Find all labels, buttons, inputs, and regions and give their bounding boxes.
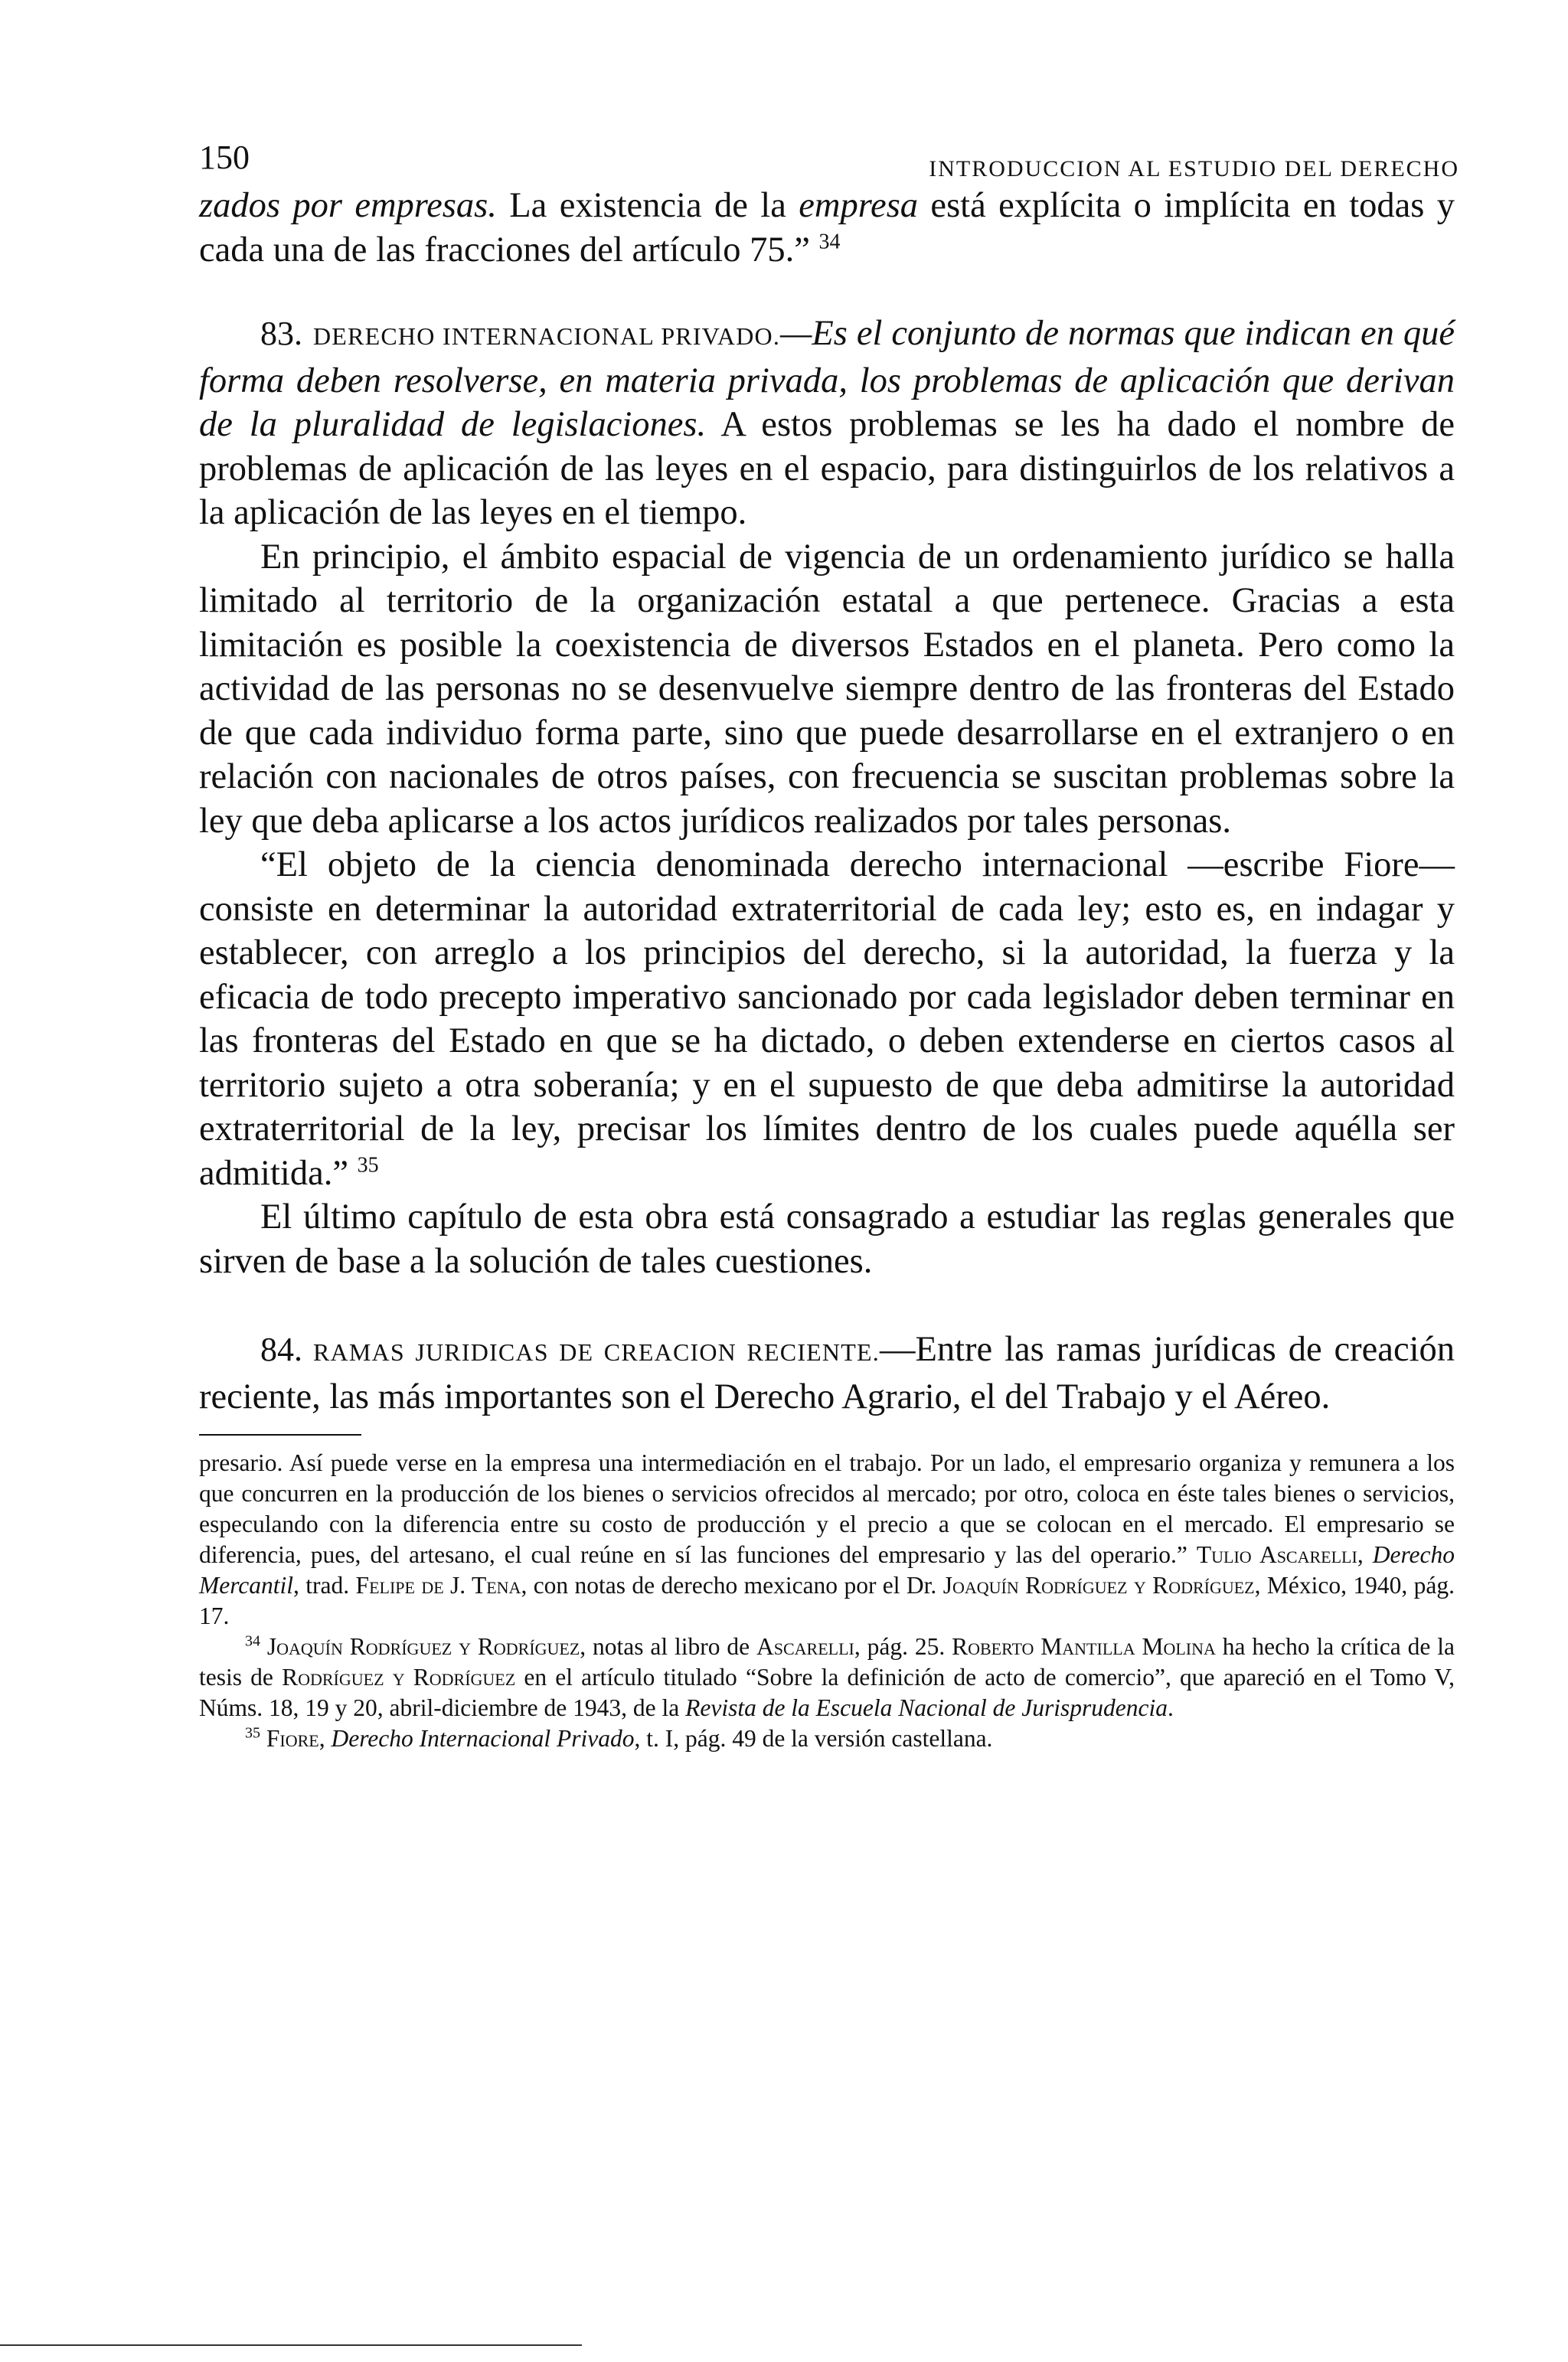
footnote-continued: presario. Así puede verse en la empresa una intermediación en el trabajo. Por un lado, el empresario organiza y remunera a los que concurren en la producción de los bienes o servicios ofrecidos al mercado; por otro, coloca en éste tales bienes o servicios, especulando con la diferencia entre su costo de producción y el precio a que se colocan en el mercado. El empresario se diferencia, pues, del artesano, el cual reúne en sí las funciones del empresario y las del operario.” Tulio Ascarelli, Derecho Mercantil, trad. Felipe de J. Tena, con notas de derecho mexicano por el Dr. Joaquín Rodríguez y Rodríguez, México, 1940, pág. 17. bbox=[199, 1449, 1455, 1629]
running-head: INTRODUCCION AL ESTUDIO DEL DERECHO bbox=[929, 156, 1459, 181]
continued-paragraph: zados por empresas. La existencia de la empresa está explícita o implícita en todas y cada una de las fracciones del artículo 75.” $^{34}$ bbox=[199, 186, 1455, 270]
footnotes bbox=[199, 1448, 1455, 1754]
page-number: 150 bbox=[199, 139, 250, 176]
book-page bbox=[199, 123, 1459, 1754]
page-header bbox=[199, 123, 1459, 184]
section-heading: DERECHO INTERNACIONAL PRIVADO. bbox=[313, 322, 781, 350]
footnote-ref-35: 35 bbox=[357, 1153, 379, 1177]
paragraph: El último capítulo de esta obra está consagrado a estudiar las reglas generales que sirven de base a la solución de tales cuestiones. bbox=[199, 1197, 1455, 1281]
footnote-divider bbox=[199, 1434, 361, 1436]
scan-edge-line bbox=[0, 2344, 582, 2346]
paragraph-quote: “El objeto de la ciencia denominada derecho internacional —escribe Fiore— consiste en determinar la autoridad extraterritorial de cada ley; esto es, en indagar y establecer, con arreglo a los principios del derecho, si la autoridad, la fuerza y la eficacia de todo precepto imperativo sancionado por cada legislador deben terminar en las fronteras del Estado en que se ha dictado, o deben extenderse en ciertos casos al territorio sujeto a otra soberanía; y en el supuesto de que deba admitirse la autoridad extraterritorial de la ley, precisar los límites dentro de los cuales puede aquélla ser admitida.” $^{35}$ bbox=[199, 845, 1455, 1193]
section-83: 83. DERECHO INTERNACIONAL PRIVADO.—Es el conjunto de normas que indican en qué forma deben resolverse, en materia privada, los problemas de aplicación que derivan de la pluralidad de legislaciones. A estos problemas se les ha dado el nombre de problemas de aplicación de las leyes en el espacio, para distinguirlos de los relativos a la aplicación de las leyes en el tiempo. bbox=[199, 314, 1455, 532]
footnote-ref-34: 34 bbox=[818, 230, 841, 253]
section-84: 84. RAMAS JURIDICAS DE CREACION RECIENTE.—Entre las ramas jurídicas de creación reciente, las más importantes son el Derecho Agrario, el del Trabajo y el Aéreo. bbox=[199, 1330, 1455, 1416]
body-text bbox=[199, 184, 1455, 1419]
section-definition: —Es el conjunto de normas que indican en qué forma deben resolverse, en materia privada, los problemas de aplicación que derivan de la pluralidad de legislaciones. bbox=[199, 314, 1455, 444]
section-number: 83. bbox=[260, 315, 302, 352]
section-number: 84. bbox=[260, 1331, 302, 1368]
footnote-34: $^{34}$ Joaquín Rodríguez y Rodríguez, notas al libro de Ascarelli, pág. 25. Roberto Mantilla Molina ha hecho la crítica de la tesis de Rodríguez y Rodríguez en el artículo titulado “Sobre la definición de acto de comercio”, que apareció en el Tomo V, Núms. 18, 19 y 20, abril-diciembre de 1943, de la Revista de la Escuela Nacional de Jurisprudencia. bbox=[199, 1632, 1455, 1721]
section-heading: RAMAS JURIDICAS DE CREACION RECIENTE. bbox=[313, 1338, 880, 1366]
paragraph: En principio, el ámbito espacial de vigencia de un ordenamiento jurídico se halla limitado al territorio de la organización estatal a que pertenece. Gracias a esta limitación es posible la coexistencia de diversos Estados en el planeta. Pero como la actividad de las personas no se desenvuelve siempre dentro de las fronteras del Estado de que cada individuo forma parte, sino que puede desarrollarse en el extranjero o en relación con nacionales de otros países, con frecuencia se suscitan problemas sobre la ley que deba aplicarse a los actos jurídicos realizados por tales personas. bbox=[199, 537, 1455, 841]
footnote-35: $^{35}$ Fiore, Derecho Internacional Privado, t. I, pág. 49 de la versión castellana. bbox=[245, 1724, 993, 1752]
